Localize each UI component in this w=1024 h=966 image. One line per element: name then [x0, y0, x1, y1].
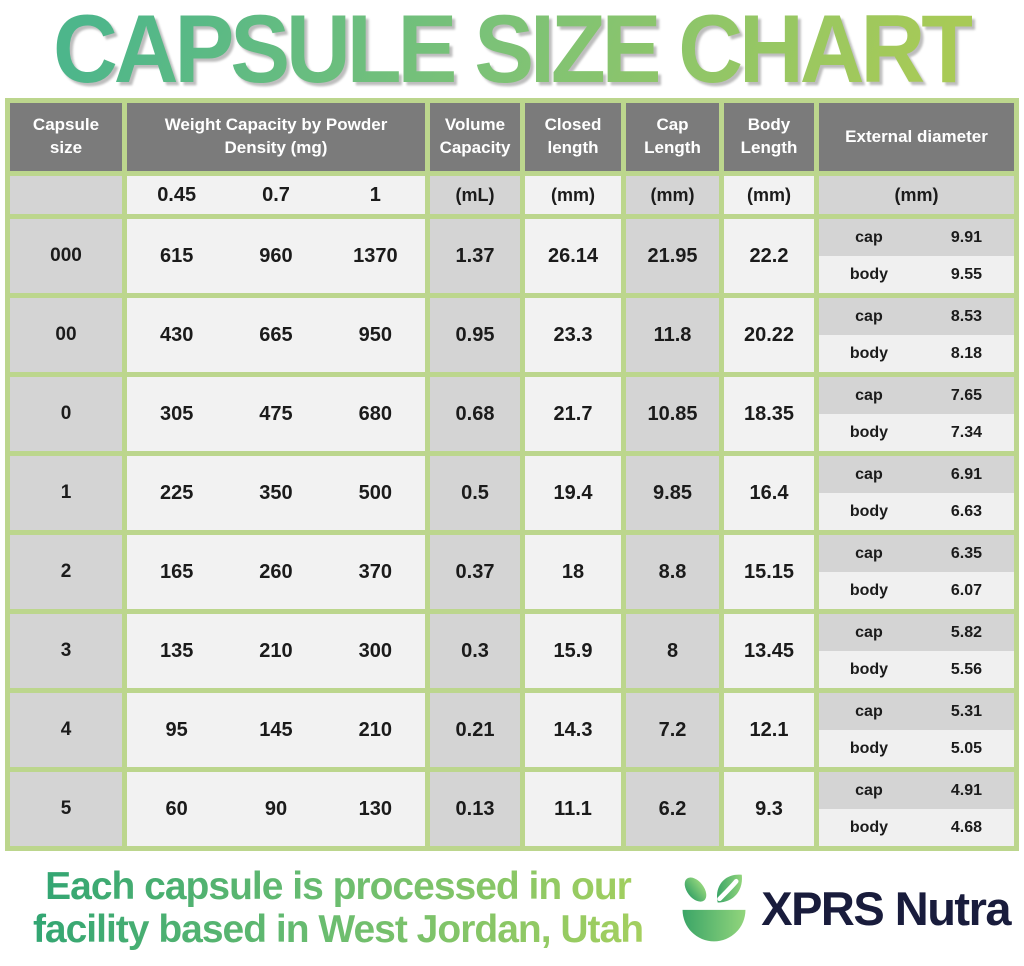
unit-ml: (mL) [430, 176, 520, 214]
row-size: 4 [10, 693, 122, 767]
weight-value: 950 [358, 323, 393, 346]
row-closed-length: 19.4 [525, 456, 621, 530]
weight-value: 135 [159, 639, 194, 662]
ext-cap-row [819, 219, 1014, 256]
ext-cap-value: 5.31 [950, 702, 982, 720]
row-size: 2 [10, 535, 122, 609]
row-weights [127, 377, 425, 451]
units-densities [127, 176, 425, 214]
weight-value: 305 [159, 402, 194, 425]
weight-value: 500 [358, 481, 393, 504]
col-header-closed-length: Closed length [525, 103, 621, 171]
ext-cap-value: 8.53 [950, 307, 982, 325]
row-cap-length: 11.8 [626, 298, 719, 372]
weight-value: 130 [358, 797, 393, 820]
tagline-line-2: facility based in West Jordan, Utah [32, 907, 644, 951]
ext-body-value: 7.34 [950, 423, 982, 441]
row-volume: 0.13 [430, 772, 520, 846]
row-volume: 0.3 [430, 614, 520, 688]
row-cap-length: 8.8 [626, 535, 719, 609]
footer [0, 851, 1024, 966]
col-header-external-diameter: External diameter [819, 103, 1014, 171]
row-external-diameter [819, 614, 1014, 688]
ext-body-row [819, 651, 1014, 688]
ext-cap-row [819, 377, 1014, 414]
row-body-length: 22.2 [724, 219, 814, 293]
ext-cap-row [819, 456, 1014, 493]
ext-body-value: 6.07 [950, 581, 982, 599]
row-body-length: 13.45 [724, 614, 814, 688]
ext-body-value: 9.55 [950, 265, 982, 283]
row-size: 00 [10, 298, 122, 372]
weight-value: 430 [159, 323, 194, 346]
row-volume: 0.68 [430, 377, 520, 451]
row-weights [127, 772, 425, 846]
ext-cap-label: cap [855, 307, 883, 325]
ext-body-value: 6.63 [950, 502, 982, 520]
density-0.45: 0.45 [157, 183, 197, 206]
row-volume: 0.95 [430, 298, 520, 372]
col-header-volume-capacity: Volume Capacity [430, 103, 520, 171]
ext-cap-row [819, 535, 1014, 572]
ext-body-value: 8.18 [950, 344, 982, 362]
row-cap-length: 21.95 [626, 219, 719, 293]
weight-value: 95 [165, 718, 188, 741]
ext-cap-value: 6.35 [950, 544, 982, 562]
row-body-length: 20.22 [724, 298, 814, 372]
row-size: 5 [10, 772, 122, 846]
row-external-diameter [819, 377, 1014, 451]
row-weights [127, 535, 425, 609]
density-0.7: 0.7 [262, 183, 290, 206]
weight-value: 145 [259, 718, 293, 741]
row-weights [127, 614, 425, 688]
row-body-length: 15.15 [724, 535, 814, 609]
weight-value: 475 [259, 402, 293, 425]
ext-cap-value: 6.91 [950, 465, 982, 483]
col-header-body-length: Body Length [724, 103, 814, 171]
ext-body-row [819, 572, 1014, 609]
row-closed-length: 14.3 [525, 693, 621, 767]
ext-body-label: body [849, 818, 889, 836]
weight-value: 1370 [353, 244, 398, 267]
ext-cap-row [819, 772, 1014, 809]
ext-body-row [819, 335, 1014, 372]
unit-mm-cap: (mm) [626, 176, 719, 214]
weight-value: 210 [259, 639, 293, 662]
ext-body-value: 4.68 [950, 818, 982, 836]
row-size: 1 [10, 456, 122, 530]
row-closed-length: 26.14 [525, 219, 621, 293]
unit-mm-external: (mm) [819, 176, 1014, 214]
ext-cap-label: cap [855, 228, 883, 246]
ext-body-value: 5.05 [950, 739, 982, 757]
capsule-size-table [5, 98, 1019, 851]
ext-body-label: body [849, 423, 889, 441]
facility-tagline [14, 866, 662, 952]
row-cap-length: 6.2 [626, 772, 719, 846]
row-volume: 0.37 [430, 535, 520, 609]
row-cap-length: 10.85 [626, 377, 719, 451]
weight-value: 210 [358, 718, 393, 741]
row-external-diameter [819, 693, 1014, 767]
row-external-diameter [819, 772, 1014, 846]
density-1: 1 [369, 183, 381, 206]
mortar-leaf-icon [677, 869, 751, 949]
ext-cap-value: 7.65 [950, 386, 982, 404]
row-closed-length: 15.9 [525, 614, 621, 688]
row-cap-length: 9.85 [626, 456, 719, 530]
weight-value: 60 [165, 797, 188, 820]
ext-cap-value: 4.91 [950, 781, 982, 799]
ext-body-value: 5.56 [950, 660, 982, 678]
row-weights [127, 219, 425, 293]
weight-value: 225 [159, 481, 194, 504]
unit-mm-closed: (mm) [525, 176, 621, 214]
col-header-cap-length: Cap Length [626, 103, 719, 171]
col-header-capsule-size: Capsule size [10, 103, 122, 171]
ext-body-row [819, 809, 1014, 846]
ext-cap-label: cap [855, 623, 883, 641]
weight-value: 260 [259, 560, 293, 583]
row-closed-length: 18 [525, 535, 621, 609]
row-cap-length: 7.2 [626, 693, 719, 767]
ext-cap-row [819, 614, 1014, 651]
ext-cap-row [819, 298, 1014, 335]
ext-cap-label: cap [855, 702, 883, 720]
row-weights [127, 693, 425, 767]
weight-value: 350 [259, 481, 293, 504]
row-body-length: 9.3 [724, 772, 814, 846]
ext-body-label: body [849, 660, 889, 678]
ext-cap-row [819, 693, 1014, 730]
ext-body-label: body [849, 265, 889, 283]
ext-body-label: body [849, 344, 889, 362]
weight-value: 680 [358, 402, 393, 425]
row-weights [127, 298, 425, 372]
row-external-diameter [819, 456, 1014, 530]
units-empty-cell [10, 176, 122, 214]
ext-cap-value: 5.82 [950, 623, 982, 641]
ext-cap-label: cap [855, 781, 883, 799]
row-body-length: 12.1 [724, 693, 814, 767]
brand-logo-group [677, 869, 1010, 949]
ext-cap-label: cap [855, 544, 883, 562]
row-external-diameter [819, 535, 1014, 609]
col-header-weight-capacity: Weight Capacity by Powder Density (mg) [127, 103, 425, 171]
ext-cap-label: cap [855, 386, 883, 404]
row-size: 3 [10, 614, 122, 688]
page-title: CAPSULE SIZE CHART [53, 0, 972, 105]
row-external-diameter [819, 219, 1014, 293]
ext-body-row [819, 414, 1014, 451]
row-body-length: 18.35 [724, 377, 814, 451]
row-cap-length: 8 [626, 614, 719, 688]
ext-cap-label: cap [855, 465, 883, 483]
row-closed-length: 11.1 [525, 772, 621, 846]
row-weights [127, 456, 425, 530]
ext-body-row [819, 256, 1014, 293]
tagline-line-1: Each capsule is processed in our [45, 864, 631, 908]
row-size: 0 [10, 377, 122, 451]
ext-body-label: body [849, 581, 889, 599]
row-closed-length: 21.7 [525, 377, 621, 451]
row-volume: 0.21 [430, 693, 520, 767]
ext-body-label: body [849, 502, 889, 520]
weight-value: 960 [259, 244, 293, 267]
unit-mm-body: (mm) [724, 176, 814, 214]
row-external-diameter [819, 298, 1014, 372]
brand-name: XPRS Nutra [761, 882, 1010, 935]
weight-value: 615 [159, 244, 194, 267]
row-size: 000 [10, 219, 122, 293]
weight-value: 300 [358, 639, 393, 662]
ext-body-row [819, 493, 1014, 530]
row-volume: 1.37 [430, 219, 520, 293]
ext-body-row [819, 730, 1014, 767]
ext-cap-value: 9.91 [950, 228, 982, 246]
row-volume: 0.5 [430, 456, 520, 530]
weight-value: 165 [159, 560, 194, 583]
weight-value: 665 [259, 323, 293, 346]
row-body-length: 16.4 [724, 456, 814, 530]
weight-value: 370 [358, 560, 393, 583]
page-header [0, 0, 1024, 103]
weight-value: 90 [264, 797, 288, 820]
row-closed-length: 23.3 [525, 298, 621, 372]
ext-body-label: body [849, 739, 889, 757]
